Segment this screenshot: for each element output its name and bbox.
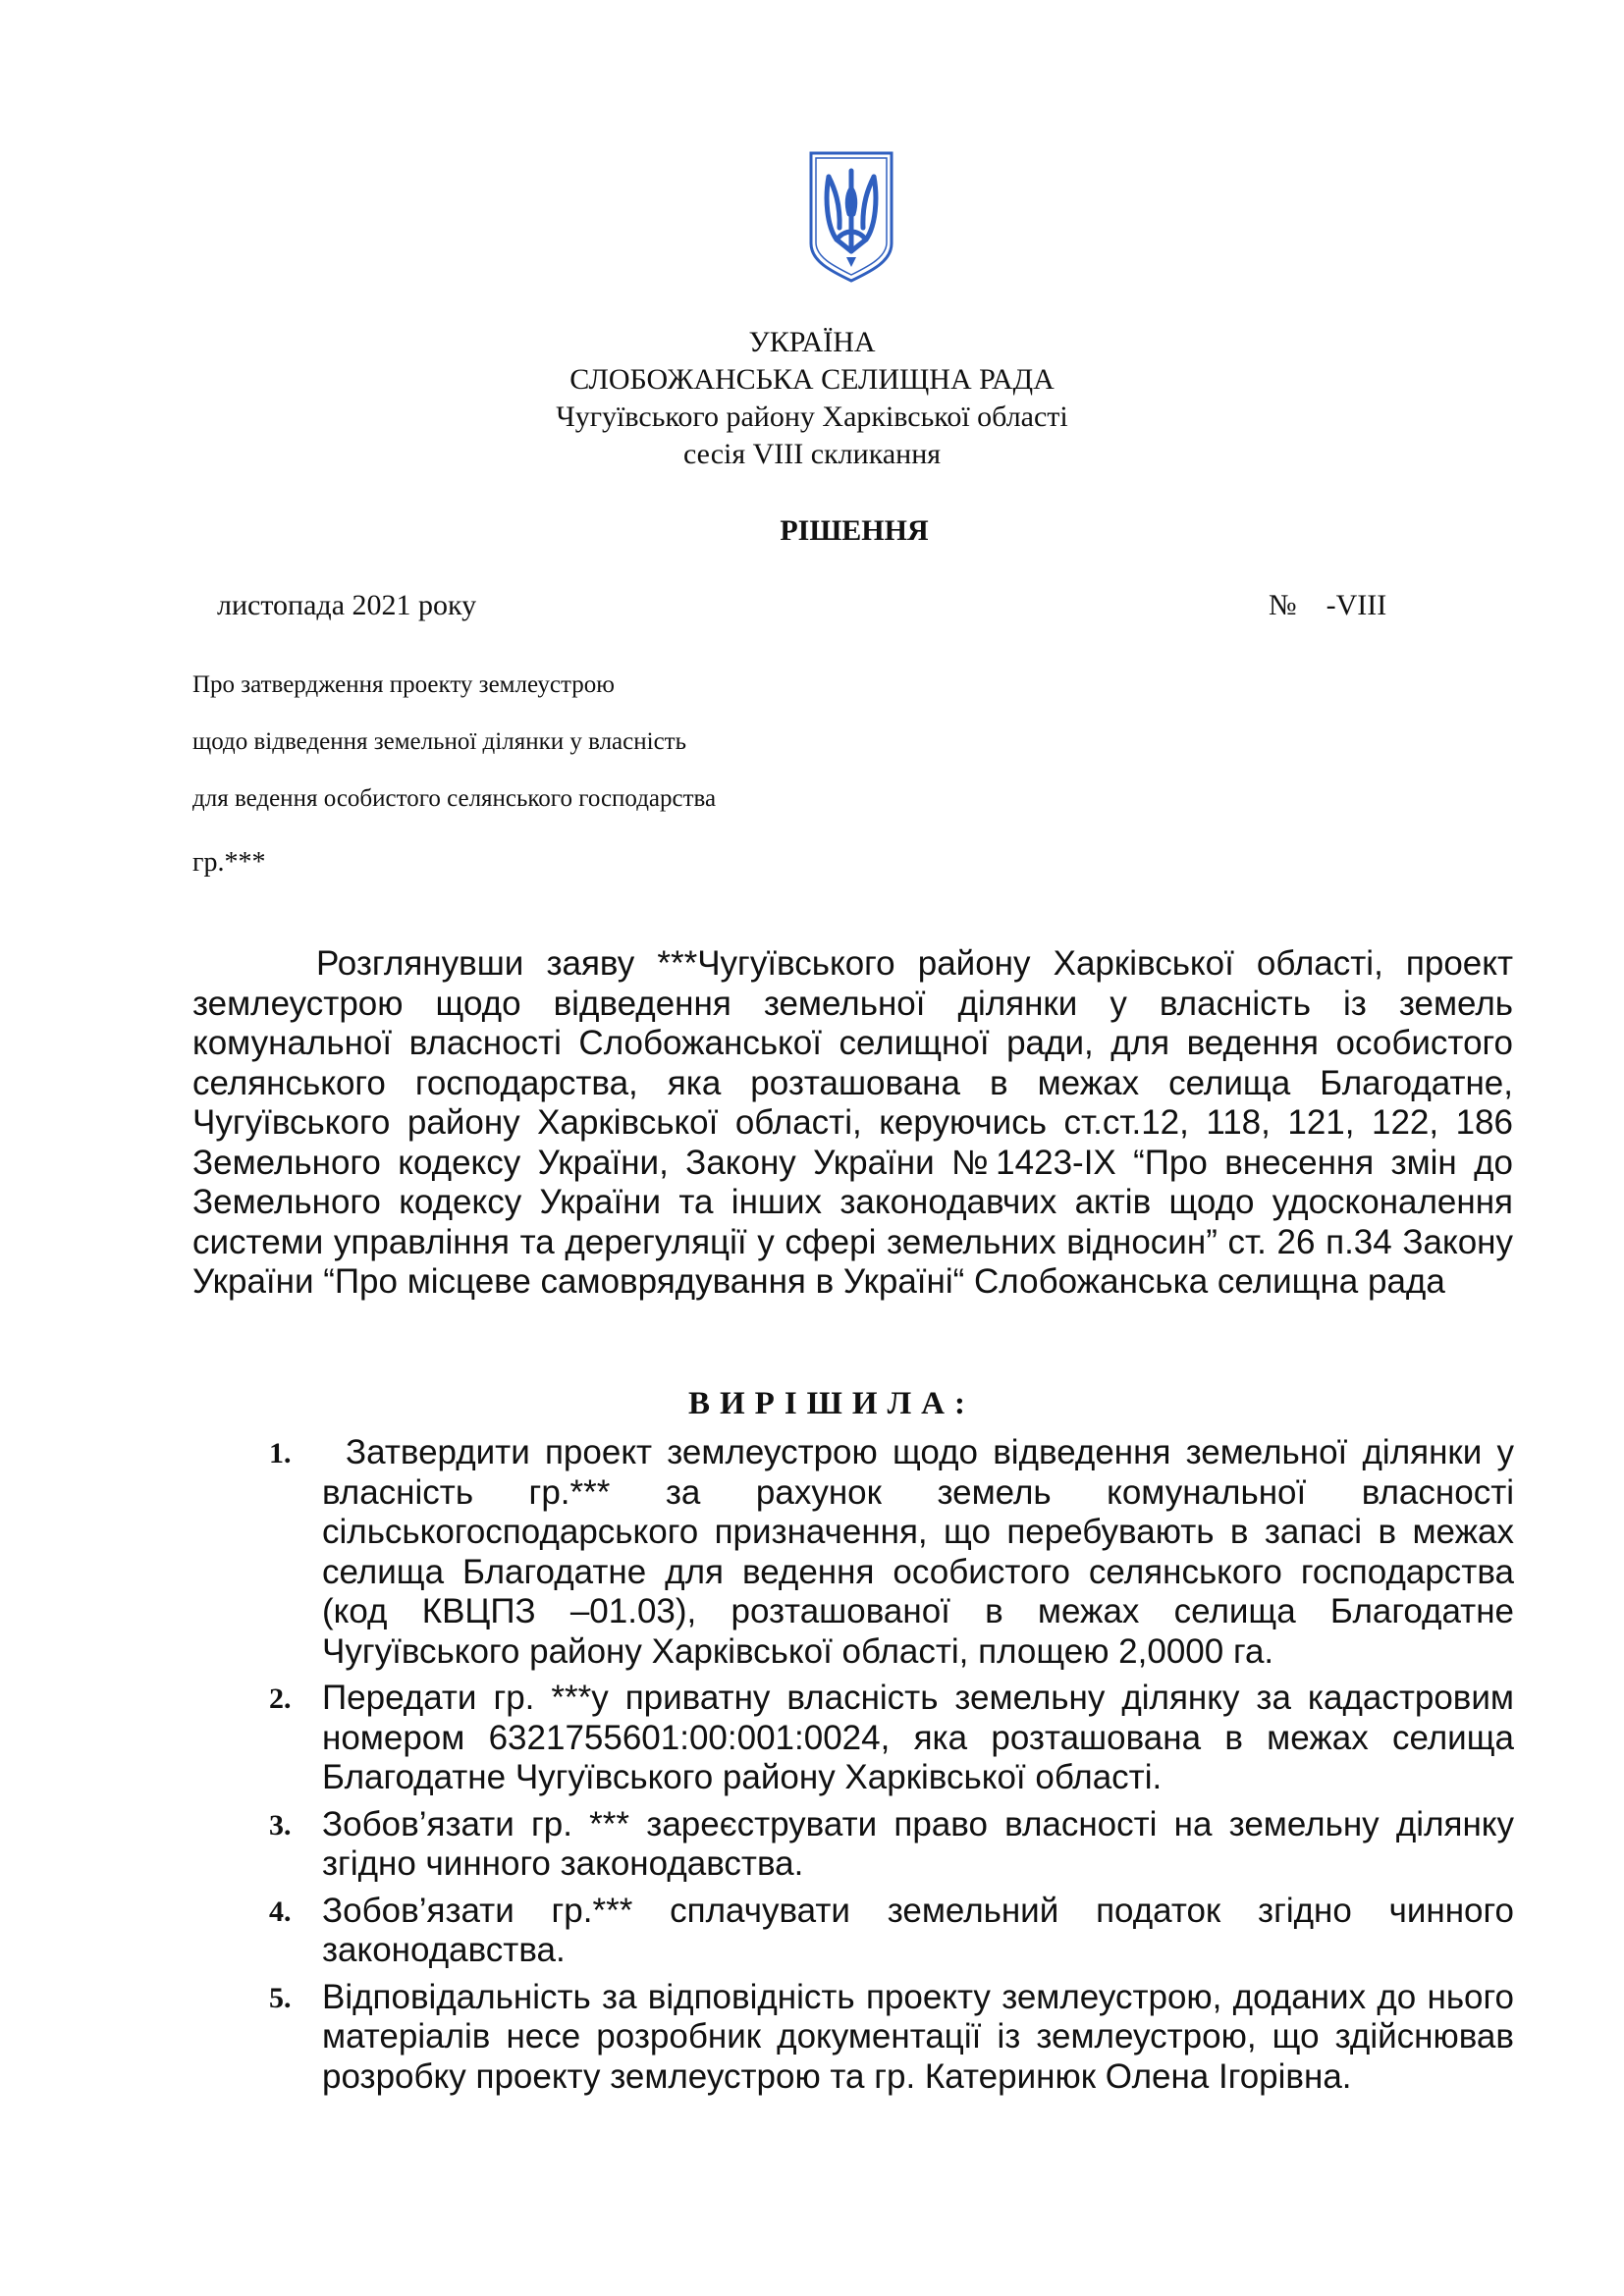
decision-item — [269, 1433, 1514, 1672]
decision-item — [269, 1978, 1514, 2098]
coat-of-arms-icon — [807, 149, 895, 285]
decision-items — [269, 1433, 1514, 2104]
item-number: 2. — [269, 1682, 292, 1715]
decision-number: № -VIII — [1269, 589, 1387, 621]
decision-item — [269, 1805, 1514, 1885]
item-number: 3. — [269, 1808, 292, 1842]
item-number: 5. — [269, 1981, 292, 2014]
district-title: Чугуївського району Харківської області — [556, 400, 1068, 433]
preamble-paragraph — [192, 944, 1513, 1303]
subject-line: Про затвердження проекту землеустрою — [192, 671, 615, 698]
item-text: Передати гр. ***у приватну власність земельну ділянку за кадастровим номером 6321755601:00:001:0024, яка розташована в межах селища Благодатне Чугуївського району Харківської області. — [322, 1679, 1514, 1796]
country-title: УКРАЇНА — [748, 326, 876, 358]
subject-line: гр.*** — [192, 847, 266, 878]
resolved-heading: ВИРІШИЛА: — [688, 1386, 975, 1421]
decision-heading: РІШЕННЯ — [780, 514, 929, 547]
item-text: Зобов’язати гр. *** зареєструвати право власності на земельну ділянку згідно чинного законодавства. — [322, 1804, 1514, 1883]
item-text: Затвердити проект землеустрою щодо відведення земельної ділянки у власність гр.*** за рахунок земель комунальної власності сільськогосподарського призначення, що перебувають в запасі в межах селища Благодатне для ведення особистого селянського господарства (код КВЦПЗ –01.03), розташованої в межах селища Благодатне Чугуївського району Харківської області, площею 2,0000 га. — [322, 1433, 1514, 1671]
decision-item — [269, 1892, 1514, 1971]
subject-line: щодо відведення земельної ділянки у власність — [192, 728, 686, 755]
item-text: Зобов’язати гр.*** сплачувати земельний податок згідно чинного законодавства. — [322, 1891, 1514, 1969]
item-number: 4. — [269, 1895, 292, 1928]
item-number: 1. — [269, 1437, 292, 1469]
preamble-text: Розглянувши заяву ***Чугуївського району Харківської області, проект землеустрою щодо відведення земельної ділянки у власність із земель комунальної власності Слобожанської селищної ради, для ведення особистого селянського господарства, яка розташована в межах селища Благодатне, Чугуївського району Харківської області, керуючись ст.ст.12, 118, 121, 122, 186 Земельного кодексу України, Закону України №1423-ІХ “Про внесення змін до Земельного кодексу України та інших законодавчих актів щодо удосконалення системи управління та дерегуляції у сфері земельних відносин” ст. 26 п.34 Закону України “Про місцеве самоврядування в Україні“ Слобожанська селищна рада — [192, 944, 1513, 1301]
council-title: СЛОБОЖАНСЬКА СЕЛИЩНА РАДА — [569, 363, 1055, 396]
decision-date: листопада 2021 року — [217, 589, 477, 621]
decision-item — [269, 1679, 1514, 1798]
subject-line: для ведення особистого селянського господарства — [192, 785, 717, 812]
session-title: сесія VIII скликання — [682, 438, 942, 470]
item-text: Відповідальність за відповідність проекту землеустрою, доданих до нього матеріалів несе розробник документації із землеустрою, що здійснював розробку проекту землеустрою та гр. Катеринюк Олена Ігорівна. — [322, 1977, 1514, 2096]
